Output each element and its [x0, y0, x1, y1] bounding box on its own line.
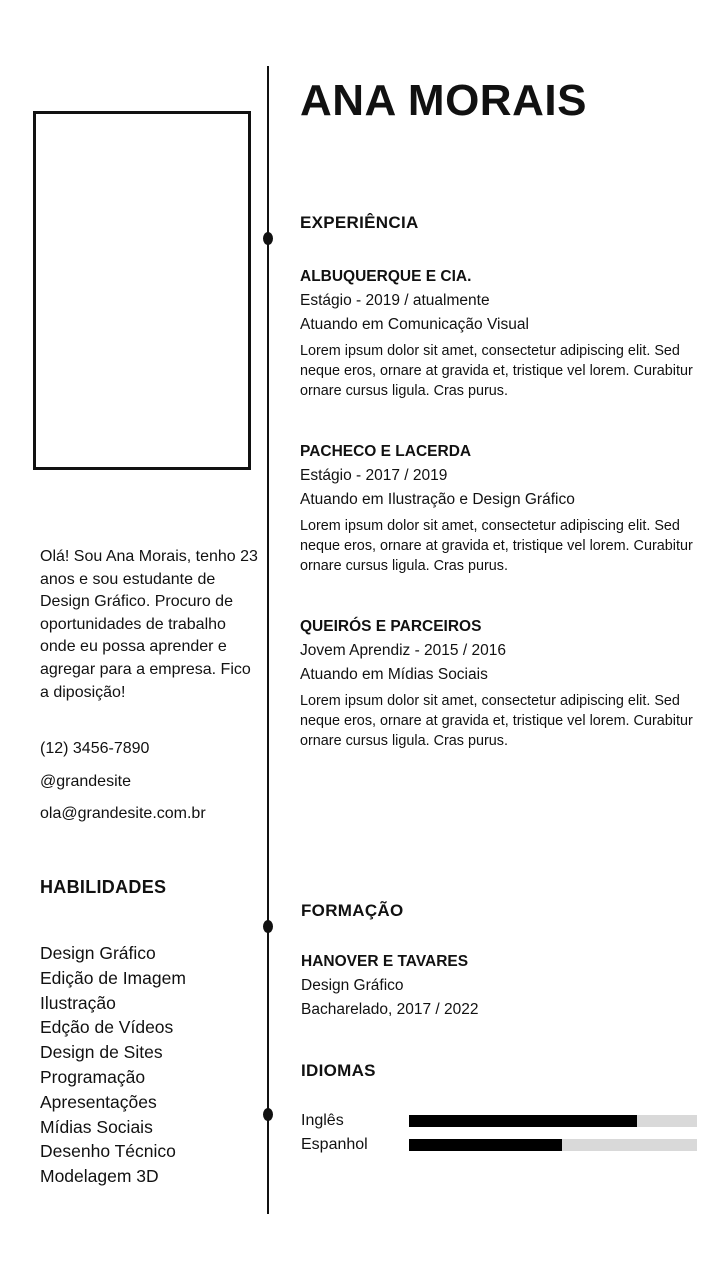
education-title: FORMAÇÃO — [301, 901, 404, 920]
job-company: QUEIRÓS E PARCEIROS — [300, 618, 482, 635]
job-description: Lorem ipsum dolor sit amet, consectetur adipiscing elit. Sed neque eros, ornare at gravida et, tristique vel lorem. Curabitur ornare cursus ligula. Cras purus. — [300, 343, 693, 399]
education-course: Design Gráfico — [301, 977, 404, 994]
education-entry — [301, 950, 479, 1021]
job-area: Atuando em Comunicação Visual — [300, 315, 529, 333]
language-bar — [409, 1139, 697, 1151]
job-description: Lorem ipsum dolor sit amet, consectetur adipiscing elit. Sed neque eros, ornare at gravida et, tristique vel lorem. Curabitur ornare cursus ligula. Cras purus. — [300, 518, 693, 574]
skill-item: Ilustração — [40, 992, 116, 1013]
job-company: ALBUQUERQUE E CIA. — [300, 268, 472, 285]
timeline-dot-languages — [263, 1108, 273, 1121]
skill-item: Design de Sites — [40, 1042, 163, 1063]
timeline-dot-education — [263, 920, 273, 933]
contact-phone: (12) 3456-7890 — [40, 740, 150, 757]
bio-text: Olá! Sou Ana Morais, tenho 23 anos e sou estudante de Design Gráfico. Procuro de oportunidades de trabalho onde eu possa aprender e agregar para a empresa. Fico a diposição! — [40, 548, 258, 701]
timeline-dot-experience — [263, 232, 273, 245]
language-bar — [409, 1115, 697, 1127]
education-degree: Bacharelado, 2017 / 2022 — [301, 1000, 479, 1018]
skill-item: Mídias Sociais — [40, 1116, 153, 1137]
job-area: Atuando em Mídias Sociais — [300, 665, 488, 683]
skill-item: Desenho Técnico — [40, 1141, 176, 1162]
job-company: PACHECO E LACERDA — [300, 443, 472, 460]
skills-list — [40, 941, 186, 1189]
experience-title: EXPERIÊNCIA — [300, 213, 419, 232]
job-description: Lorem ipsum dolor sit amet, consectetur adipiscing elit. Sed neque eros, ornare at gravida et, tristique vel lorem. Curabitur ornare cursus ligula. Cras purus. — [300, 693, 693, 749]
education-school: HANOVER E TAVARES — [301, 953, 469, 970]
language-row — [301, 1110, 701, 1132]
job-role: Estágio - 2019 / atualmente — [300, 292, 490, 309]
skill-item: Edção de Vídeos — [40, 1017, 174, 1038]
language-bar-fill — [409, 1139, 562, 1151]
job-role: Estágio - 2017 / 2019 — [300, 467, 448, 484]
skill-item: Programação — [40, 1066, 146, 1087]
job-entry — [300, 265, 710, 401]
job-role: Jovem Aprendiz - 2015 / 2016 — [300, 642, 506, 659]
contact-social: @grandesite — [40, 773, 131, 790]
skill-item: Edição de Imagem — [40, 967, 186, 988]
skill-item: Design Gráfico — [40, 943, 156, 963]
language-row — [301, 1134, 701, 1156]
languages-title: IDIOMAS — [301, 1061, 376, 1080]
job-entry — [300, 615, 710, 751]
candidate-name: ANA MORAIS — [300, 76, 587, 125]
language-name: Espanhol — [301, 1136, 368, 1153]
contact-email: ola@grandesite.com.br — [40, 805, 206, 822]
job-entry — [300, 440, 710, 576]
skill-item: Apresentações — [40, 1091, 157, 1112]
job-area: Atuando em Ilustração e Design Gráfico — [300, 490, 575, 508]
language-name: Inglês — [301, 1112, 344, 1129]
language-bar-fill — [409, 1115, 637, 1127]
skill-item: Modelagem 3D — [40, 1166, 159, 1187]
photo-placeholder — [33, 111, 251, 470]
skills-title: HABILIDADES — [40, 877, 167, 897]
